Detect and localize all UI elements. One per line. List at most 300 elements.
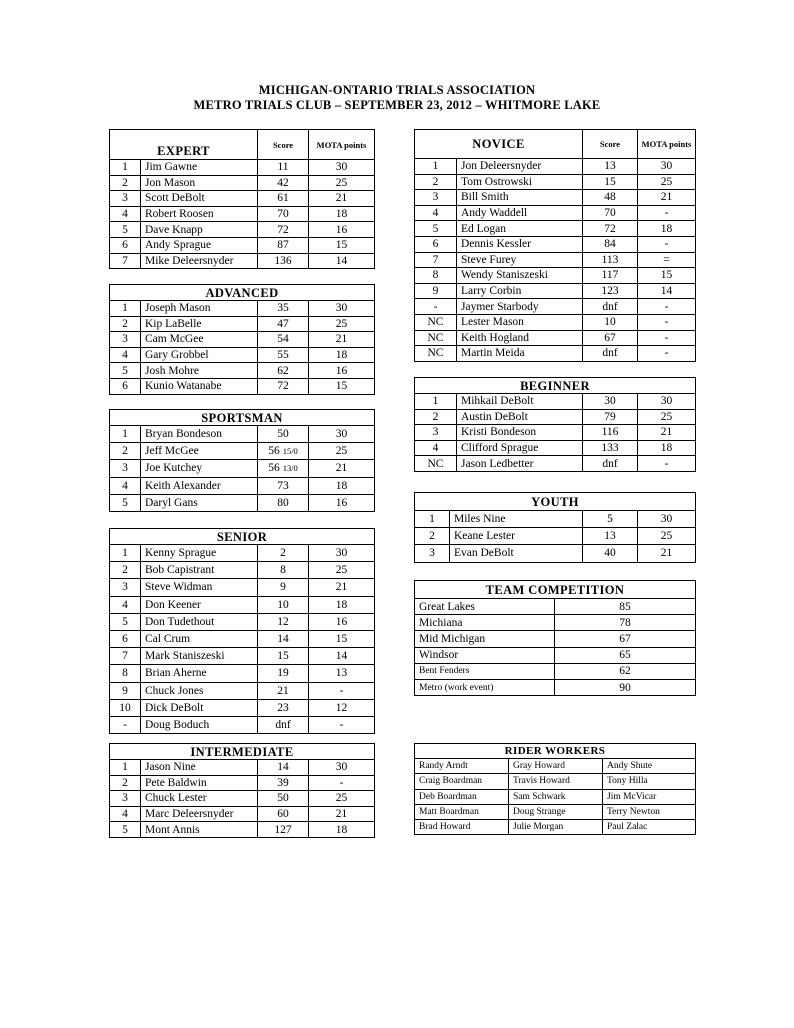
score-cell: 8 [258, 562, 309, 579]
score-cell: 15 [583, 174, 638, 190]
score-cell: 23 [258, 699, 309, 716]
score-cell: 48 [583, 190, 638, 206]
youth-title: YOUTH [415, 493, 696, 511]
table-row [110, 648, 375, 665]
score-cell: 5 [583, 511, 638, 528]
position-cell: 3 [110, 332, 141, 348]
mota-points-cell: 16 [309, 613, 375, 630]
position-cell: 6 [110, 630, 141, 647]
worker-rows [415, 759, 696, 835]
score-cell: 72 [583, 221, 638, 237]
table-row [110, 175, 375, 191]
youth-table [414, 492, 696, 563]
rider-name-cell: Andy Waddell [457, 205, 583, 221]
table-row [110, 791, 375, 807]
position-cell: 3 [415, 545, 450, 562]
table-row [415, 346, 696, 362]
mota-points-cell: - [638, 456, 696, 472]
position-cell: 7 [110, 648, 141, 665]
rider-name-cell: Cal Crum [141, 630, 258, 647]
sportsman-title: SPORTSMAN [110, 410, 375, 426]
team-score-cell: 67 [555, 631, 696, 647]
position-cell: 6 [110, 378, 141, 394]
table-row [110, 191, 375, 207]
expert-table [109, 129, 375, 269]
position-cell: 5 [110, 222, 141, 238]
score-cell: dnf [583, 456, 638, 472]
table-row [110, 613, 375, 630]
rider-name-cell: Joe Kutchey [141, 460, 258, 477]
mota-points-cell: 25 [309, 175, 375, 191]
table-row [110, 822, 375, 838]
table-row [110, 494, 375, 511]
mota-points-cell: 21 [309, 579, 375, 596]
score-cell: 136 [258, 253, 309, 269]
score-cell: 123 [583, 283, 638, 299]
worker-row [415, 759, 696, 774]
position-cell: 2 [110, 443, 141, 460]
mota-points-cell: 12 [309, 699, 375, 716]
mota-points-cell: 25 [638, 528, 696, 545]
table-row [110, 253, 375, 269]
score-cell: 15 [258, 648, 309, 665]
mota-points-cell: 30 [309, 760, 375, 776]
table-row [110, 699, 375, 716]
position-cell: 2 [110, 316, 141, 332]
sportsman-table [109, 409, 375, 512]
score-cell: 13 [583, 528, 638, 545]
rider-name-cell: Jim Gawne [141, 160, 258, 176]
mota-points-cell: - [309, 775, 375, 791]
rider-name-cell: Gary Grobbel [141, 347, 258, 363]
position-cell: 2 [415, 528, 450, 545]
table-row [415, 283, 696, 299]
rider-name-cell: Don Tudethout [141, 613, 258, 630]
team-row [415, 663, 696, 679]
beginner-table [414, 377, 696, 472]
team-title: TEAM COMPETITION [415, 581, 696, 599]
table-row [110, 160, 375, 176]
score-cell: 42 [258, 175, 309, 191]
rider-name-cell: Dick DeBolt [141, 699, 258, 716]
table-row [415, 190, 696, 206]
rider-name-cell: Bryan Bondeson [141, 426, 258, 443]
position-cell: NC [415, 314, 457, 330]
score-cell: 116 [583, 425, 638, 441]
mota-points-cell: 30 [638, 511, 696, 528]
rider-name-cell: Doug Boduch [141, 716, 258, 733]
novice-score-header: Score [583, 130, 638, 159]
rider-name-cell: Keane Lester [450, 528, 583, 545]
score-cell: 79 [583, 409, 638, 425]
mota-points-cell: 18 [638, 440, 696, 456]
position-cell: 4 [110, 596, 141, 613]
worker-name-cell: Terry Newton [603, 804, 696, 819]
mota-points-cell: = [638, 252, 696, 268]
table-row [110, 426, 375, 443]
mota-points-cell: 30 [309, 545, 375, 562]
mota-points-cell: - [638, 205, 696, 221]
mota-points-cell: 14 [309, 253, 375, 269]
position-cell: 3 [415, 190, 457, 206]
worker-name-cell: Jim McVicar [603, 789, 696, 804]
mota-points-cell: - [638, 330, 696, 346]
score-cell: 72 [258, 222, 309, 238]
mota-points-cell: - [638, 236, 696, 252]
position-cell: 6 [110, 237, 141, 253]
worker-name-cell: Randy Arndt [415, 759, 509, 774]
table-row [415, 511, 696, 528]
mota-points-cell: 30 [309, 160, 375, 176]
worker-row [415, 819, 696, 834]
workers-title: RIDER WORKERS [415, 744, 696, 759]
senior-rows [110, 545, 375, 734]
score-cell: 61 [258, 191, 309, 207]
table-row [415, 425, 696, 441]
position-cell: 5 [110, 363, 141, 379]
rider-name-cell: Andy Sprague [141, 237, 258, 253]
score-cell: 35 [258, 301, 309, 317]
novice-title: NOVICE [415, 130, 583, 159]
mota-points-cell: 25 [309, 791, 375, 807]
worker-name-cell: Doug Strange [509, 804, 603, 819]
position-cell: 3 [110, 191, 141, 207]
score-cell: dnf [583, 346, 638, 362]
rider-name-cell: Steve Furey [457, 252, 583, 268]
position-cell: 4 [110, 477, 141, 494]
table-row [415, 330, 696, 346]
worker-row [415, 804, 696, 819]
mota-points-cell: 30 [638, 394, 696, 410]
advanced-table [109, 284, 375, 395]
mota-points-cell: 15 [309, 378, 375, 394]
mota-points-cell: 25 [309, 562, 375, 579]
rider-name-cell: Mihkail DeBolt [457, 394, 583, 410]
rider-name-cell: Josh Mohre [141, 363, 258, 379]
table-row [415, 456, 696, 472]
mota-points-cell: 13 [309, 665, 375, 682]
score-cell: dnf [583, 299, 638, 315]
rider-name-cell: Tom Ostrowski [457, 174, 583, 190]
team-score-cell: 78 [555, 615, 696, 631]
position-cell: 9 [110, 682, 141, 699]
table-row [415, 299, 696, 315]
mota-points-cell: 18 [309, 206, 375, 222]
score-cell: 10 [583, 314, 638, 330]
position-cell: NC [415, 346, 457, 362]
position-cell: 10 [110, 699, 141, 716]
rider-name-cell: Don Keener [141, 596, 258, 613]
rider-name-cell: Jason Ledbetter [457, 456, 583, 472]
mota-points-cell: 30 [309, 301, 375, 317]
novice-table [414, 129, 696, 362]
mota-points-cell: - [638, 314, 696, 330]
table-row [110, 477, 375, 494]
worker-row [415, 774, 696, 789]
score-value: 56 [268, 445, 280, 458]
mota-points-cell: 15 [638, 268, 696, 284]
score-cell: 84 [583, 236, 638, 252]
position-cell: 1 [110, 545, 141, 562]
position-cell: - [110, 716, 141, 733]
position-cell: 1 [110, 160, 141, 176]
rider-name-cell: Kenny Sprague [141, 545, 258, 562]
rider-name-cell: Robert Roosen [141, 206, 258, 222]
score-cell: 9 [258, 579, 309, 596]
rider-name-cell: Jaymer Starbody [457, 299, 583, 315]
rider-name-cell: Joseph Mason [141, 301, 258, 317]
mota-points-cell: 21 [638, 545, 696, 562]
team-score-cell: 62 [555, 663, 696, 679]
position-cell: 7 [415, 252, 457, 268]
table-row [415, 528, 696, 545]
score-cell: 13 [583, 159, 638, 175]
rider-name-cell: Wendy Staniszeski [457, 268, 583, 284]
team-rows [415, 599, 696, 696]
expert-rows [110, 160, 375, 269]
novice-rows [415, 159, 696, 362]
position-cell: 2 [110, 775, 141, 791]
mota-points-cell: 18 [309, 822, 375, 838]
rider-name-cell: Jeff McGee [141, 443, 258, 460]
rider-name-cell: Clifford Sprague [457, 440, 583, 456]
table-row [110, 665, 375, 682]
mota-points-cell: 21 [309, 332, 375, 348]
team-row [415, 599, 696, 615]
table-row [110, 301, 375, 317]
table-row [110, 682, 375, 699]
score-cell: 47 [258, 316, 309, 332]
mota-points-cell: - [638, 346, 696, 362]
mota-points-cell: 21 [309, 191, 375, 207]
score-cell: 40 [583, 545, 638, 562]
rider-name-cell: Pete Baldwin [141, 775, 258, 791]
team-name-cell: Bent Fenders [415, 663, 555, 679]
rider-name-cell: Dennis Kessler [457, 236, 583, 252]
team-score-cell: 65 [555, 647, 696, 663]
rider-name-cell: Mark Staniszeski [141, 648, 258, 665]
worker-name-cell: Craig Boardman [415, 774, 509, 789]
team-score-cell: 85 [555, 599, 696, 615]
mota-points-cell: 16 [309, 494, 375, 511]
senior-title: SENIOR [110, 529, 375, 545]
mota-points-cell: 25 [309, 443, 375, 460]
position-cell: 2 [415, 409, 457, 425]
table-row [110, 443, 375, 460]
position-cell: 1 [415, 511, 450, 528]
worker-name-cell: Julie Morgan [509, 819, 603, 834]
rider-workers-table [414, 743, 696, 835]
table-row [110, 237, 375, 253]
score-cell: 12 [258, 613, 309, 630]
table-row [415, 440, 696, 456]
rider-name-cell: Chuck Lester [141, 791, 258, 807]
team-name-cell: Mid Michigan [415, 631, 555, 647]
position-cell: 1 [415, 394, 457, 410]
document-title: MICHIGAN-ONTARIO TRIALS ASSOCIATION [258, 83, 536, 97]
position-cell: 1 [415, 159, 457, 175]
position-cell: 2 [110, 175, 141, 191]
score-cell: 2 [258, 545, 309, 562]
mota-points-cell: 16 [309, 363, 375, 379]
mota-points-cell: 16 [309, 222, 375, 238]
rider-name-cell: Cam McGee [141, 332, 258, 348]
rider-name-cell: Ed Logan [457, 221, 583, 237]
mota-points-cell: 25 [638, 409, 696, 425]
score-cell: dnf [258, 716, 309, 733]
expert-header-row [110, 130, 375, 160]
rider-name-cell: Larry Corbin [457, 283, 583, 299]
rider-name-cell: Scott DeBolt [141, 191, 258, 207]
position-cell: 4 [415, 440, 457, 456]
team-name-cell: Metro (work event) [415, 679, 555, 695]
table-row [415, 221, 696, 237]
table-row [415, 252, 696, 268]
worker-name-cell: Matt Boardman [415, 804, 509, 819]
team-name-cell: Michiana [415, 615, 555, 631]
table-row [110, 775, 375, 791]
rider-name-cell: Mike Deleersnyder [141, 253, 258, 269]
position-cell: 8 [415, 268, 457, 284]
score-cell: 21 [258, 682, 309, 699]
document-subtitle: METRO TRIALS CLUB – SEPTEMBER 23, 2012 – WHITMORE LAKE [193, 98, 601, 112]
tiebreak-value: 13/0 [282, 463, 298, 474]
table-row [415, 409, 696, 425]
score-cell: 30 [583, 394, 638, 410]
sportsman-rows [110, 426, 375, 512]
mota-points-cell: 18 [309, 596, 375, 613]
table-row [110, 562, 375, 579]
score-cell: 80 [258, 494, 309, 511]
score-cell: 10 [258, 596, 309, 613]
mota-points-cell: - [309, 682, 375, 699]
novice-mota-header: MOTA points [638, 130, 696, 159]
intermediate-rows [110, 760, 375, 838]
mota-points-cell: 21 [638, 190, 696, 206]
score-cell: 117 [583, 268, 638, 284]
table-row [110, 206, 375, 222]
rider-name-cell: Daryl Gans [141, 494, 258, 511]
rider-name-cell: Steve Widman [141, 579, 258, 596]
score-cell: 55 [258, 347, 309, 363]
position-cell: 3 [415, 425, 457, 441]
position-cell: 3 [110, 460, 141, 477]
mota-column-header: MOTA points [309, 130, 375, 160]
mota-points-cell: 25 [309, 316, 375, 332]
table-row [415, 236, 696, 252]
score-cell: 67 [583, 330, 638, 346]
table-row [110, 579, 375, 596]
team-score-cell: 90 [555, 679, 696, 695]
score-cell: 14 [258, 630, 309, 647]
table-row [110, 363, 375, 379]
score-cell: 73 [258, 477, 309, 494]
position-cell: 4 [110, 206, 141, 222]
position-cell: 6 [415, 236, 457, 252]
rider-name-cell: Kristi Bondeson [457, 425, 583, 441]
position-cell: 1 [110, 426, 141, 443]
mota-points-cell: 18 [309, 347, 375, 363]
position-cell: 7 [110, 253, 141, 269]
position-cell: 4 [110, 806, 141, 822]
beginner-rows [415, 394, 696, 472]
position-cell: 9 [415, 283, 457, 299]
worker-name-cell: Paul Zalac [603, 819, 696, 834]
position-cell: - [415, 299, 457, 315]
score-cell: 54 [258, 332, 309, 348]
table-row [110, 332, 375, 348]
score-column-header: Score [258, 130, 309, 160]
senior-table [109, 528, 375, 734]
table-row [110, 378, 375, 394]
mota-points-cell: 30 [638, 159, 696, 175]
team-row [415, 631, 696, 647]
position-cell: 4 [415, 205, 457, 221]
score-cell: 50 [258, 426, 309, 443]
rider-name-cell: Keith Alexander [141, 477, 258, 494]
table-row [110, 222, 375, 238]
rider-name-cell: Mont Annis [141, 822, 258, 838]
rider-name-cell: Evan DeBolt [450, 545, 583, 562]
table-row [110, 460, 375, 477]
score-value: 56 [268, 462, 280, 475]
advanced-rows [110, 301, 375, 395]
score-cell [258, 443, 309, 460]
position-cell: 5 [110, 613, 141, 630]
team-row [415, 647, 696, 663]
mota-points-cell: 18 [638, 221, 696, 237]
table-row [110, 316, 375, 332]
expert-title: EXPERT [110, 130, 258, 160]
mota-points-cell: 21 [638, 425, 696, 441]
rider-name-cell: Jon Deleersnyder [457, 159, 583, 175]
table-row [110, 716, 375, 733]
table-row [110, 806, 375, 822]
position-cell: 3 [110, 579, 141, 596]
table-row [415, 314, 696, 330]
position-cell: 4 [110, 347, 141, 363]
table-row [110, 760, 375, 776]
position-cell: NC [415, 330, 457, 346]
table-row [415, 545, 696, 562]
rider-name-cell: Chuck Jones [141, 682, 258, 699]
rider-name-cell: Bill Smith [457, 190, 583, 206]
score-cell: 70 [258, 206, 309, 222]
score-cell: 72 [258, 378, 309, 394]
rider-name-cell: Martin Meida [457, 346, 583, 362]
score-cell [258, 460, 309, 477]
worker-name-cell: Sam Schwark [509, 789, 603, 804]
mota-points-cell: 14 [638, 283, 696, 299]
score-cell: 39 [258, 775, 309, 791]
rider-name-cell: Bob Capistrant [141, 562, 258, 579]
position-cell: NC [415, 456, 457, 472]
position-cell: 5 [110, 822, 141, 838]
mota-points-cell: 21 [309, 806, 375, 822]
score-cell: 11 [258, 160, 309, 176]
rider-name-cell: Brian Aherne [141, 665, 258, 682]
team-competition-table [414, 580, 696, 696]
mota-points-cell: 30 [309, 426, 375, 443]
table-row [415, 159, 696, 175]
score-cell: 70 [583, 205, 638, 221]
worker-name-cell: Brad Howard [415, 819, 509, 834]
table-row [415, 268, 696, 284]
score-cell: 60 [258, 806, 309, 822]
worker-name-cell: Andy Shute [603, 759, 696, 774]
score-cell: 19 [258, 665, 309, 682]
rider-name-cell: Kip LaBelle [141, 316, 258, 332]
